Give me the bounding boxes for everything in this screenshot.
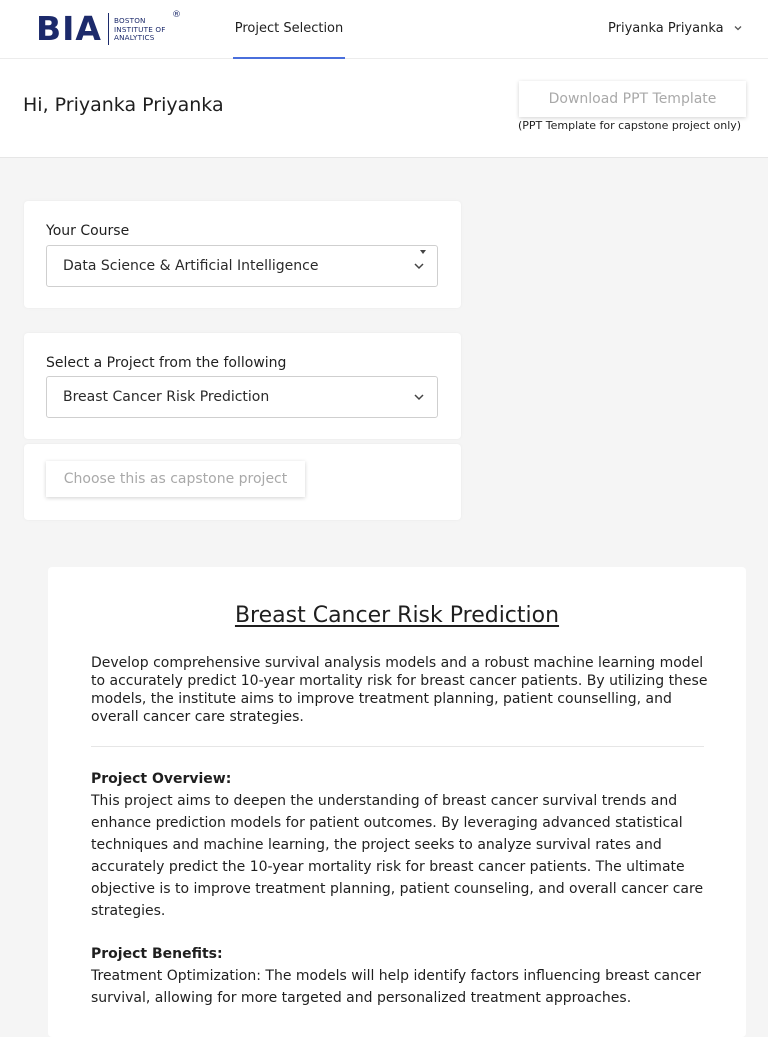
chevron-down-icon — [733, 23, 743, 33]
chevron-down-icon — [413, 391, 425, 403]
user-name: Priyanka Priyanka — [608, 20, 724, 36]
choose-capstone-button[interactable]: Choose this as capstone project — [46, 461, 305, 497]
course-label: Your Course — [46, 223, 130, 239]
project-benefits-section — [91, 943, 711, 1009]
tab-label: Project Selection — [234, 21, 344, 36]
logo-subtitle — [114, 17, 166, 43]
top-header — [0, 0, 768, 59]
logo-line-1: BOSTON — [113, 16, 146, 26]
download-note: (PPT Template for capstone project only) — [518, 119, 742, 132]
chevron-down-icon — [413, 260, 425, 272]
registered-mark: ® — [172, 10, 181, 20]
course-select[interactable] — [46, 245, 438, 287]
project-select-label: Select a Project from the following — [46, 355, 287, 371]
benefits-heading: Project Benefits: — [91, 946, 223, 962]
project-title: Breast Cancer Risk Prediction — [234, 603, 560, 628]
choose-project-card — [24, 444, 461, 520]
logo-line-2: INSTITUTE OF — [113, 24, 166, 34]
caret-down-icon — [420, 250, 426, 254]
benefits-text: Treatment Optimization: The models will help identify factors influencing breast cancer survival, allowing for more targeted and personalized treatment approaches. — [91, 968, 702, 1006]
divider — [91, 746, 704, 747]
overview-text: This project aims to deepen the understanding of breast cancer survival trends and enhance prediction models for patient outcomes. By leveraging advanced statistical techniques and machine learning, the project seeks to analyze survival rates and accurately predict the 10-year mortality risk for breast cancer patients. The ultimate objective is to improve treatment planning, patient counseling, and overall cancer care strategies. — [91, 793, 704, 919]
download-ppt-template-button[interactable]: Download PPT Template — [519, 81, 746, 117]
project-select[interactable] — [46, 376, 438, 418]
greeting-title: Hi, Priyanka Priyanka — [23, 94, 224, 116]
course-card — [24, 201, 461, 308]
greeting-bar — [0, 59, 768, 158]
bia-logo[interactable] — [36, 9, 181, 48]
course-selected-value: Data Science & Artificial Intelligence — [63, 258, 319, 274]
tab-project-selection[interactable] — [233, 0, 345, 59]
project-overview-section — [91, 768, 711, 922]
logo-mark: BIA — [36, 9, 102, 48]
logo-line-3: ANALYTICS — [113, 33, 155, 43]
user-menu[interactable] — [608, 18, 743, 38]
overview-heading: Project Overview: — [91, 771, 232, 787]
project-selected-value: Breast Cancer Risk Prediction — [63, 389, 270, 405]
project-select-card — [24, 333, 461, 439]
project-description: Develop comprehensive survival analysis models and a robust machine learning model to accurately predict 10-year mortality risk for breast cancer patients. By utilizing these models, the institute aims to improve treatment planning, patient counselling, and overall cancer care strategies. — [91, 655, 708, 725]
project-details-panel — [48, 567, 746, 1037]
logo-divider — [108, 13, 109, 45]
